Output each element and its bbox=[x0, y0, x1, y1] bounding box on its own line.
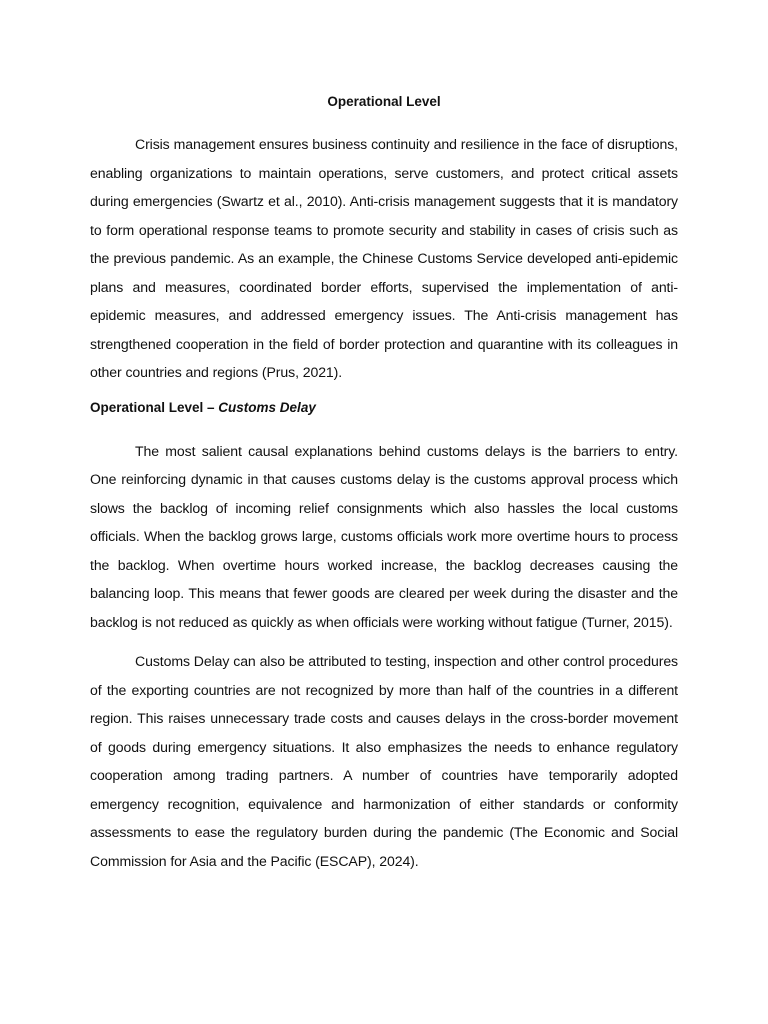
document-page bbox=[90, 92, 678, 886]
section-heading: Operational Level bbox=[327, 94, 441, 109]
paragraph-customs-delay-causes: The most salient causal explanations behind customs delays is the barriers to entry. One reinforcing dynamic in that causes customs delay is the customs approval process which slows the backlog of incoming relief consignments which also hassles the local customs officials. When the backlog grows large, customs officials work more overtime hours to process the backlog. When overtime hours worked increase, the backlog decreases causing the balancing loop. This means that fewer goods are cleared per week during the disaster and the backlog is not reduced as quickly as when officials were working without fatigue (Turner, 2015). bbox=[90, 442, 678, 630]
paragraph-customs-delay-procedures: Customs Delay can also be attributed to testing, inspection and other control procedures of the exporting countries are not recognized by more than half of the countries in a different region. This raises unnecessary trade costs and causes delays in the cross-border movement of goods during emergency situations. It also emphasizes the needs to enhance regulatory cooperation among trading partners. A number of countries have temporarily adopted emergency recognition, equivalence and harmonization of either standards or conformity assessments to ease the regulatory burden during the pandemic (The Economic and Social Commission for Asia and the Pacific (ESCAP), 2024). bbox=[90, 653, 678, 869]
subsection-heading-prefix: Operational Level – bbox=[90, 399, 219, 415]
subsection-heading bbox=[90, 398, 678, 418]
subsection-heading-italic: Customs Delay bbox=[218, 399, 316, 415]
paragraph-crisis-management: Crisis management ensures business continuity and resilience in the face of disruptions, enabling organizations to maintain operations, serve customers, and protect critical assets during emergencies (Swartz et al., 2010). Anti-crisis management suggests that it is mandatory to form operational response teams to promote security and stability in cases of crisis such as the previous pandemic. As an example, the Chinese Customs Service developed anti-epidemic plans and measures, coordinated border efforts, supervised the implementation of anti-epidemic measures, and addressed emergency issues. The Anti-crisis management has strengthened cooperation in the field of border protection and quarantine with its colleagues in other countries and regions (Prus, 2021). bbox=[90, 136, 678, 380]
